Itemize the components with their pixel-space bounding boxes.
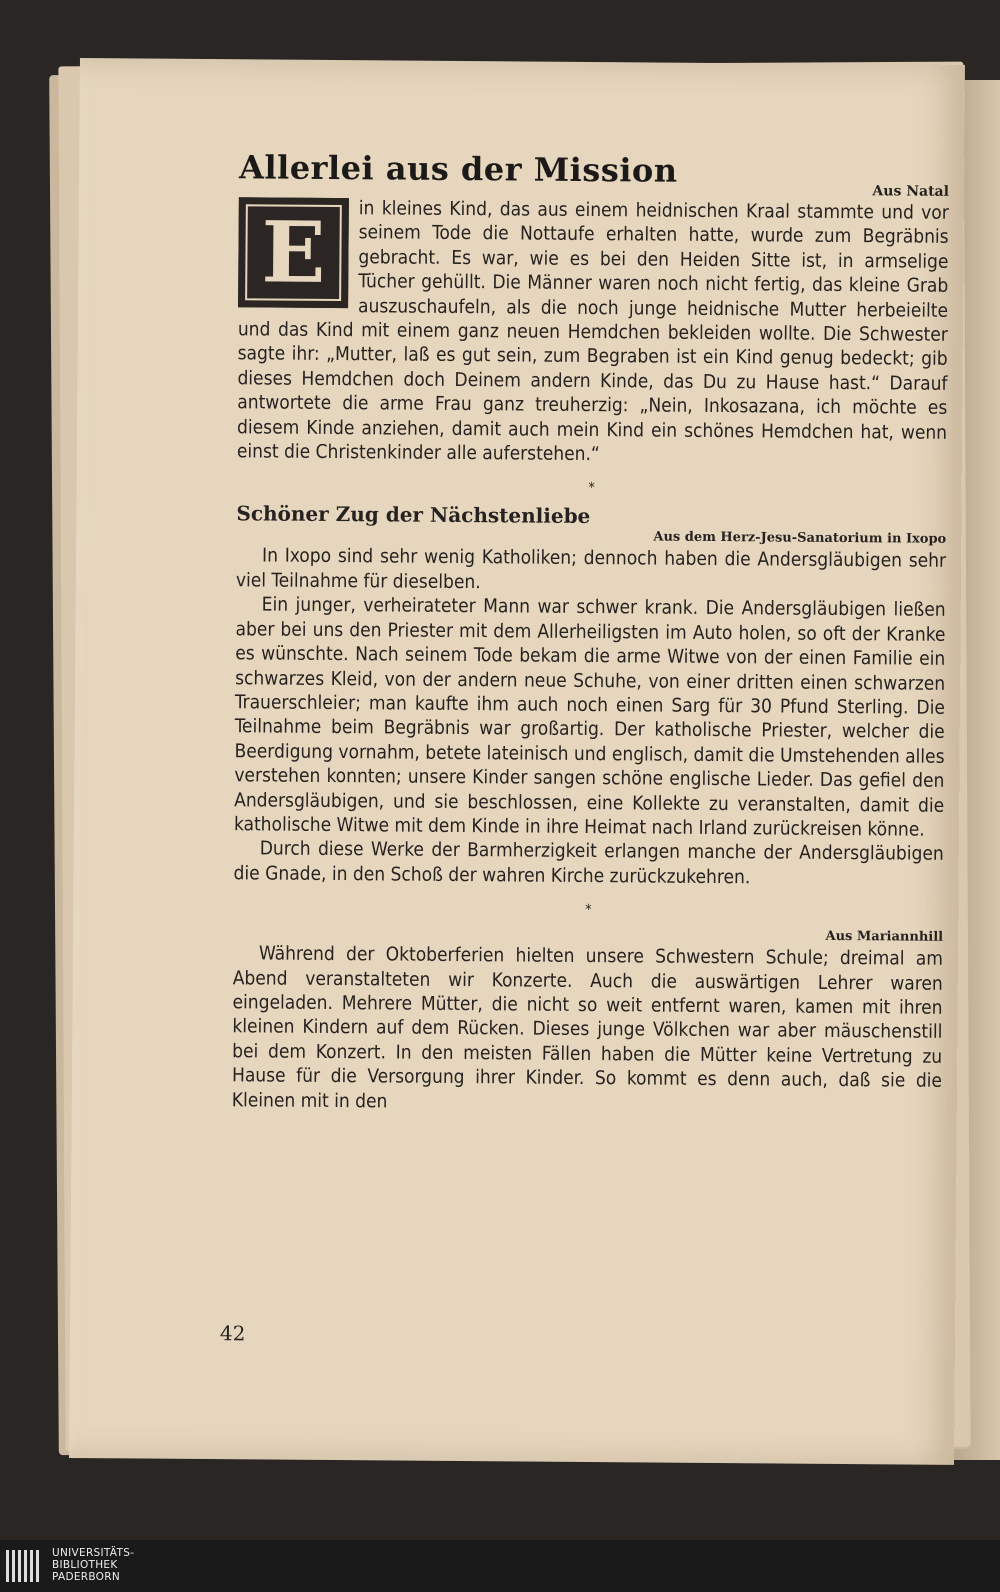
- page-content: [232, 147, 950, 1118]
- separator-star: *: [588, 480, 595, 497]
- decorative-initial: E: [238, 197, 349, 308]
- library-name-line: UNIVERSITÄTS-: [52, 1547, 135, 1559]
- section2-paragraph: In Ixopo sind sehr wenig Katholiken; dennoch haben die Andersgläubigen sehr viel Teilnahme für dieselben.: [235, 544, 947, 594]
- section2-paragraph: Ein junger, verheirateter Mann war schwer krank. Die Andersgläubigen ließen aber bei uns den Priester mit dem Allerheiligsten im Auto holen, so oft der Kranke es wünschte. Nach seinem Tode bekam die arme Witwe von der einen Familie ein schwarzes Kleid, von der andern neue Schuhe, von einer dritten einen schwarzen Trauerschleier; man kaufte ihm auch noch einen Sarg für 30 Pfund Sterling. Die Teilnahme beim Begräbnis war großartig. Der katholische Priester, welcher die Beerdigung vornahm, betete lateinisch und englisch, damit die Umstehenden alles verstehen konnten; unsere Kinder sangen schöne englische Lieder. Das gefiel den Andersgläubigen, und sie beschlossen, eine Kollekte zu veranstalten, damit die katholische Witwe mit dem Kinde in ihre Heimat nach Irland zurückreisen könne.: [233, 593, 946, 841]
- separator-star: *: [585, 902, 592, 919]
- article-title: Allerlei aus der Mission: [238, 148, 678, 190]
- page-number: 42: [219, 1321, 246, 1346]
- library-footer: [0, 1540, 1000, 1592]
- section3-text: Während der Oktoberferien hielten unsere Schwestern Schule; dreimal am Abend veranstalteten wir Konzerte. Auch die auswärtigen Lehrer waren eingeladen. Mehrere Mütter, die nicht so weit entfernt waren, kamen mit ihren kleinen Kindern auf dem Rücken. Dieses junge Völkchen war aber mäuschenstill bei dem Konzert. In den meisten Fällen haben die Mütter keine Vertretung zu Hause für die Versorgung ihrer Kinder. So kommt es denn auch, daß sie die Kleinen mit in den: [231, 942, 944, 1113]
- section1-text: in kleines Kind, das aus einem heidnischen Kraal stammte und vor seinem Tode die Nottaufe erhalten hatte, wurde zum Begräbnis gebracht. Es war, wie es bei den Heiden Sitte ist, in armselige Tücher gehüllt. Die Männer waren noch nicht fertig, das kleine Grab auszuschaufeln, als die noch junge heidnische Mutter herbeieilte und das Kind mit einem ganz neuen Hemdchen bekleiden wollte. Die Schwester sagte ihr: „Mutter, laß es gut sein, zum Begraben ist ein Kind genug bedeckt; gib dieses Hemdchen doch Deinem andern Kinde, das Du zu Hause hast.“ Darauf antwortete die arme Frau ganz treuherzig: „Nein, Inkosazana, ich möchte es diesem Kinde anziehen, damit auch mein Kind ein schönes Hemdchen hat, wenn einst die Christenkinder alle auferstehen.“: [236, 197, 949, 466]
- library-name: [52, 1547, 134, 1583]
- section2-source: Aus dem Herz-Jesu-Sanatorium in Ixopo: [653, 529, 947, 548]
- section3-source: Aus Mariannhill: [825, 929, 944, 945]
- section2-paragraph: Durch diese Werke der Barmherzigkeit erlangen manche der Andersgläubigen die Gnade, in den Schoß der wahren Kirche zurückzukehren.: [233, 837, 944, 889]
- section2-heading: Schöner Zug der Nächstenliebe: [236, 501, 591, 529]
- library-name-line: PADERBORN: [52, 1571, 120, 1583]
- library-logo-icon: [4, 1546, 46, 1586]
- library-name-line: BIBLIOTHEK: [52, 1559, 118, 1571]
- section1-source: Aus Natal: [872, 183, 950, 200]
- book-page: [69, 58, 965, 1465]
